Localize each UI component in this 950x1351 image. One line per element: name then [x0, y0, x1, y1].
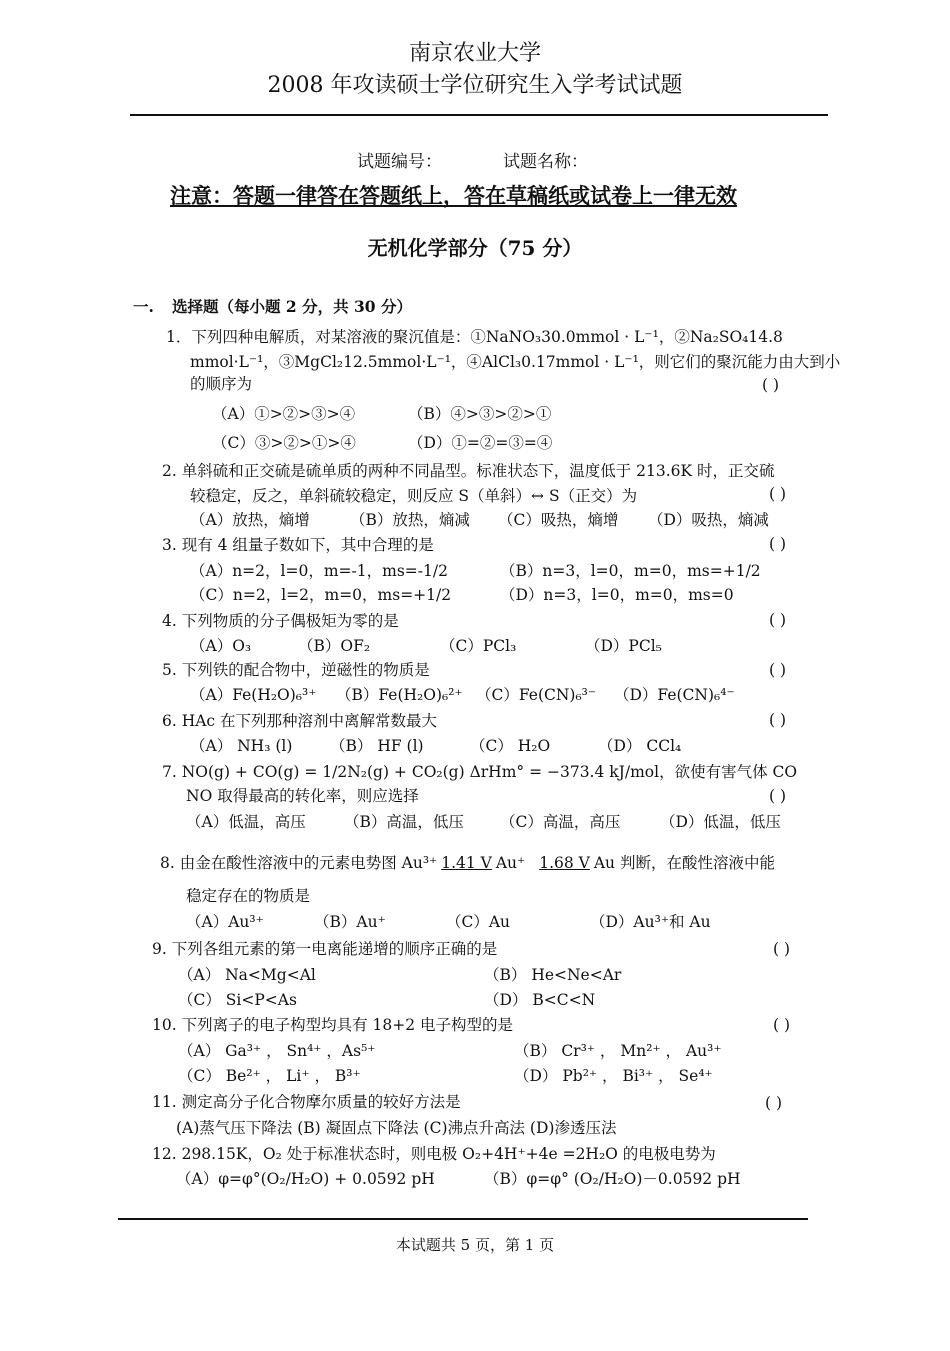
- q5-option-d: （D）Fe(CN)₆⁴⁻: [614, 686, 735, 704]
- q10-option-c: （C） Be²⁺ ， Li⁺ ， B³⁺: [178, 1067, 361, 1085]
- header-divider: [130, 114, 828, 116]
- q4-option-c: （C）PCl₃: [440, 637, 517, 655]
- q12-line1: 12. 298.15K，O₂ 处于标准状态时，则电极 O₂+4H⁺+4e =2H₂O 的电极电势为: [152, 1145, 716, 1163]
- q10-option-a: （A） Ga³⁺ ， Sn⁴⁺ ，As⁵⁺: [178, 1042, 376, 1060]
- q9-option-b: （B） He<Ne<Ar: [484, 966, 622, 984]
- q4-option-b: （B）OF₂: [298, 637, 371, 655]
- q8-potential-1: 1.41 V: [441, 854, 492, 872]
- footer-divider: [118, 1218, 808, 1220]
- q11-line1: 11. 测定高分子化合物摩尔质量的较好方法是: [152, 1093, 461, 1111]
- q3-line1: 3. 现有 4 组量子数如下，其中合理的是: [162, 536, 434, 554]
- q10-answer-paren: ( ): [773, 1016, 791, 1034]
- q7-answer-paren: ( ): [769, 787, 787, 805]
- q11-answer-paren: ( ): [765, 1094, 783, 1112]
- q4-line1: 4. 下列物质的分子偶极矩为零的是: [162, 612, 399, 630]
- q10-line1: 10. 下列离子的电子构型均具有 18+2 电子构型的是: [152, 1016, 514, 1034]
- q2-option-a: （A）放热，熵增: [190, 511, 310, 529]
- q5-line1: 5. 下列铁的配合物中，逆磁性的物质是: [162, 661, 430, 679]
- exam-name-label: 试题名称：: [503, 152, 588, 172]
- q1-option-b: （B）④>③>②>①: [408, 405, 552, 423]
- q7-line2: NO 取得最高的转化率，则应选择: [186, 787, 419, 805]
- q8-potential-2: 1.68 V: [539, 854, 590, 872]
- q12-option-a: （A）φ=φ°(O₂/H₂O) + 0.0592 pH: [176, 1170, 435, 1188]
- q4-option-d: （D）PCl₅: [585, 637, 662, 655]
- q5-option-b: （B）Fe(H₂O)₆²⁺: [336, 686, 463, 704]
- exam-code-label: 试题编号：: [357, 152, 442, 172]
- q8-line2: 稳定存在的物质是: [186, 887, 311, 905]
- q4-option-a: （A）O₃: [190, 637, 252, 655]
- university-name: 南京农业大学: [408, 41, 541, 66]
- answer-notice: 注意：答题一律答在答题纸上，答在草稿纸或试卷上一律无效: [170, 183, 737, 208]
- q1-option-c: （C）③>②>①>④: [212, 434, 356, 452]
- q5-option-c: （C）Fe(CN)₆³⁻: [476, 686, 597, 704]
- q8-option-d: （D）Au³⁺和 Au: [590, 913, 711, 931]
- q2-answer-paren: ( ): [769, 485, 787, 503]
- q9-option-c: （C） Si<P<As: [178, 991, 297, 1009]
- q3-option-d: （D）n=3，l=0，m=0，ms=0: [500, 586, 734, 604]
- q9-option-a: （A） Na<Mg<Al: [178, 966, 316, 984]
- q12-option-b: （B）φ=φ° (O₂/H₂O)－0.0592 pH: [484, 1170, 741, 1188]
- q1-answer-paren: ( ): [762, 376, 780, 394]
- q8-line1: [160, 851, 775, 873]
- q6-option-d: （D） CCl₄: [598, 737, 682, 755]
- q7-option-a: （A）低温，高压: [186, 813, 306, 831]
- q6-line1: 6. HAc 在下列那种溶剂中离解常数最大: [162, 712, 438, 730]
- q9-option-d: （D） B<C<N: [484, 991, 596, 1009]
- q8-line1-pre: 8. 由金在酸性溶液中的元素电势图 Au³⁺: [160, 854, 438, 872]
- q5-option-a: （A）Fe(H₂O)₆³⁺: [190, 686, 317, 704]
- q3-answer-paren: ( ): [769, 535, 787, 553]
- q10-option-d: （D） Pb²⁺ ， Bi³⁺ ， Se⁴⁺: [514, 1067, 713, 1085]
- q2-option-b: （B）放热，熵减: [350, 511, 470, 529]
- q8-mid-ion: Au⁺: [495, 854, 526, 872]
- q7-option-d: （D）低温，低压: [660, 813, 781, 831]
- q5-answer-paren: ( ): [769, 661, 787, 679]
- q2-line1: 2. 单斜硫和正交硫是硫单质的两种不同晶型。标准状态下，温度低于 213.6K 时，正交硫: [162, 462, 775, 480]
- page-footer: 本试题共 5 页，第 1 页: [395, 1236, 555, 1254]
- q11-options: (A)蒸气压下降法 (B) 凝固点下降法 (C)沸点升高法 (D)渗透压法: [176, 1119, 617, 1137]
- q6-answer-paren: ( ): [769, 711, 787, 729]
- q8-line1-post: Au 判断，在酸性溶液中能: [593, 854, 775, 872]
- q6-option-b: （B） HF (l): [330, 737, 424, 755]
- q10-option-b: （B） Cr³⁺ ， Mn²⁺ ， Au³⁺: [514, 1042, 722, 1060]
- part-title: 选择题（每小题 2 分，共 30 分）: [172, 297, 412, 316]
- q8-option-c: （C）Au: [446, 913, 511, 931]
- q9-line1: 9. 下列各组元素的第一电离能递增的顺序正确的是: [152, 940, 498, 958]
- q2-option-c: （C）吸热，熵增: [498, 511, 619, 529]
- q1-line1: 1．下列四种电解质，对某溶液的聚沉值是：①NaNO₃30.0mmol · L⁻¹，②Na₂SO₄14.8: [166, 328, 783, 346]
- q1-line2: mmol·L⁻¹，③MgCl₂12.5mmol·L⁻¹，④AlCl₃0.17mmol · L⁻¹，则它们的聚沉能力由大到小: [190, 353, 841, 371]
- q6-option-a: （A） NH₃ (l): [190, 737, 293, 755]
- q1-line3: 的顺序为: [190, 375, 253, 393]
- q4-answer-paren: ( ): [769, 611, 787, 629]
- q7-option-c: （C）高温，高压: [500, 813, 621, 831]
- q3-option-a: （A）n=2，l=0，m=-1，ms=-1/2: [190, 562, 448, 580]
- q8-option-a: （A）Au³⁺: [186, 913, 264, 931]
- section-title: 无机化学部分（75 分）: [367, 236, 583, 260]
- q1-option-d: （D）①=②=③=④: [408, 434, 553, 452]
- q2-option-d: （D）吸热，熵减: [648, 511, 769, 529]
- q7-line1: 7. NO(g) + CO(g) = 1/2N₂(g) + CO₂(g) ΔrHm° = −373.4 kJ/mol，欲使有害气体 CO: [162, 763, 798, 781]
- q7-option-b: （B）高温，低压: [344, 813, 464, 831]
- q6-option-c: （C） H₂O: [470, 737, 551, 755]
- q3-option-c: （C）n=2，l=2，m=0，ms=+1/2: [190, 586, 452, 604]
- q9-answer-paren: ( ): [773, 940, 791, 958]
- exam-title: 2008 年攻读硕士学位研究生入学考试试题: [267, 73, 683, 98]
- part-number: 一.: [133, 297, 154, 316]
- q3-option-b: （B）n=3，l=0，m=0，ms=+1/2: [500, 562, 761, 580]
- q1-option-a: （A）①>②>③>④: [212, 405, 356, 423]
- q8-option-b: （B）Au⁺: [314, 913, 386, 931]
- q2-line2: 较稳定，反之，单斜硫较稳定，则反应 S（单斜）↔ S（正交）为: [190, 487, 638, 505]
